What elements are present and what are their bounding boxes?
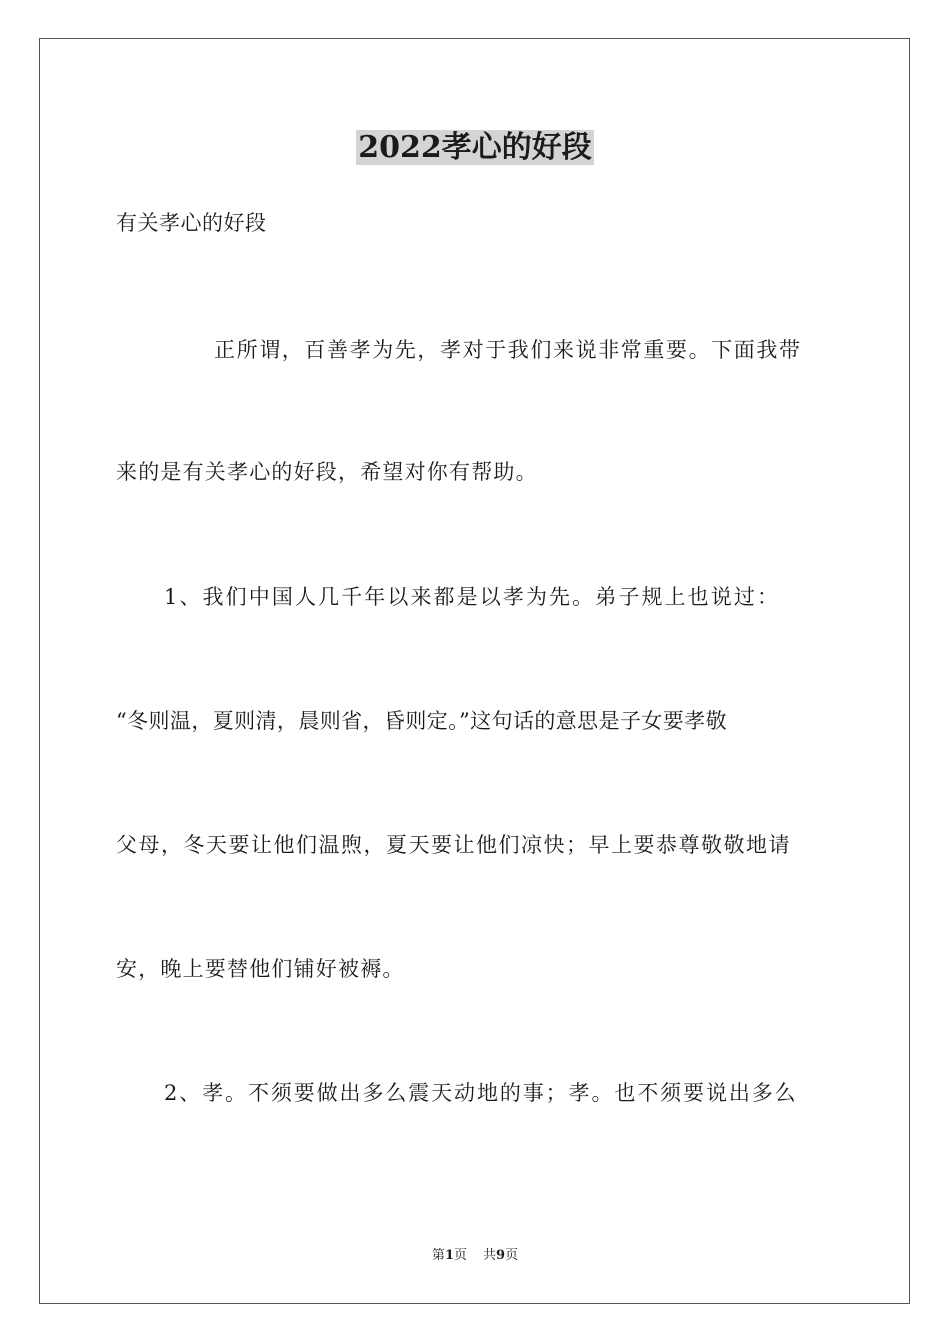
total-label-prefix: 共	[483, 1248, 497, 1263]
paragraph-line: 1、我们中国人几千年以来都是以孝为先。弟子规上也说过：	[164, 585, 781, 609]
page-footer	[0, 1247, 950, 1265]
document-subtitle: 有关孝心的好段	[116, 211, 267, 235]
document-title-text: 2022孝心的好段	[358, 130, 592, 165]
paragraph-line: 2、孝。不须要做出多么震天动地的事；孝。也不须要说出多么	[164, 1081, 798, 1105]
paragraph-line: 安，晚上要替他们铺好被褥。	[116, 957, 405, 981]
page-number: 1	[444, 1248, 454, 1263]
paragraph-line: 正所谓，百善孝为先，孝对于我们来说非常重要。下面我带	[214, 338, 802, 362]
paragraph-line: “冬则温，夏则清，晨则省，昏则定。”这句话的意思是子女要孝敬	[116, 709, 727, 733]
page-label-prefix: 第	[431, 1248, 445, 1263]
document-title	[0, 126, 950, 170]
total-label-suffix: 页	[505, 1248, 519, 1263]
page-label-suffix: 页	[453, 1248, 467, 1263]
total-pages: 9	[496, 1248, 506, 1263]
paragraph-line: 来的是有关孝心的好段，希望对你有帮助。	[116, 460, 538, 484]
paragraph-line: 父母，冬天要让他们温煦，夏天要让他们凉快；早上要恭尊敬敬地请	[116, 833, 791, 857]
